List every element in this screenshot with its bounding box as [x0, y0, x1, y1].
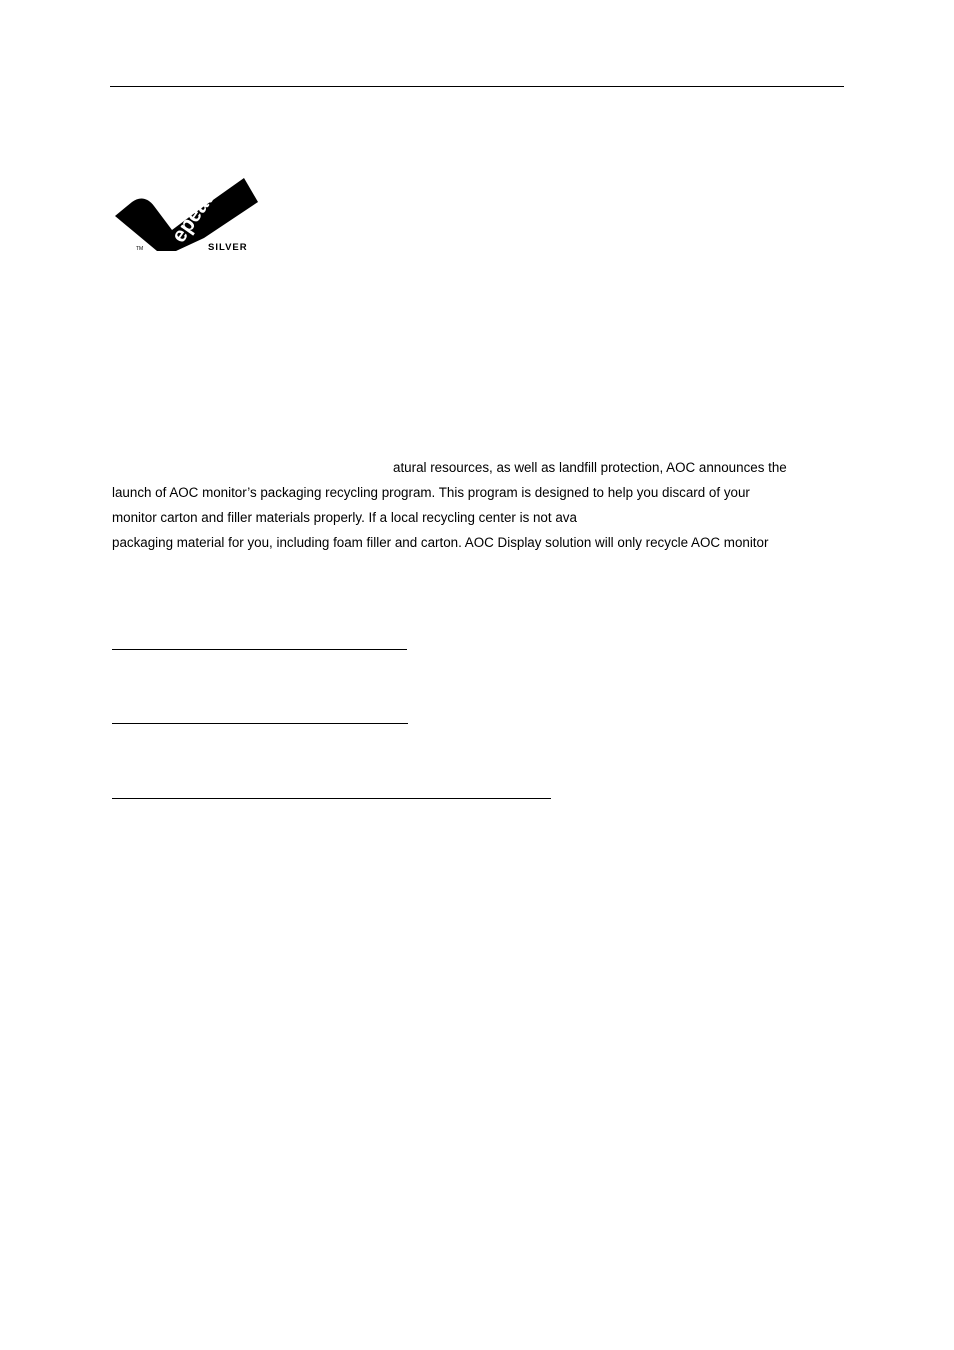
paragraph-line-1: atural resources, as well as landfill protection, AOC announces the [393, 460, 787, 475]
paragraph-line-3: monitor carton and filler materials properly. If a local recycling center is not ava [112, 510, 577, 525]
header-rule [110, 86, 844, 87]
epeat-silver-logo [112, 172, 258, 256]
epeat-wordmark: epeat [167, 188, 218, 247]
epeat-tier-label: SILVER [208, 242, 248, 253]
paragraph-line-4: packaging material for you, including foam filler and carton. AOC Display solution will only recycle AOC monitor [112, 535, 769, 550]
epeat-checkmark-icon [112, 172, 258, 256]
link-underline-1 [112, 649, 407, 650]
link-underline-3 [112, 798, 551, 799]
paragraph-line-2: launch of AOC monitor’s packaging recycling program. This program is designed to help you discard of your [112, 485, 750, 500]
trademark-symbol: TM [136, 246, 144, 252]
link-underline-2 [112, 723, 408, 724]
